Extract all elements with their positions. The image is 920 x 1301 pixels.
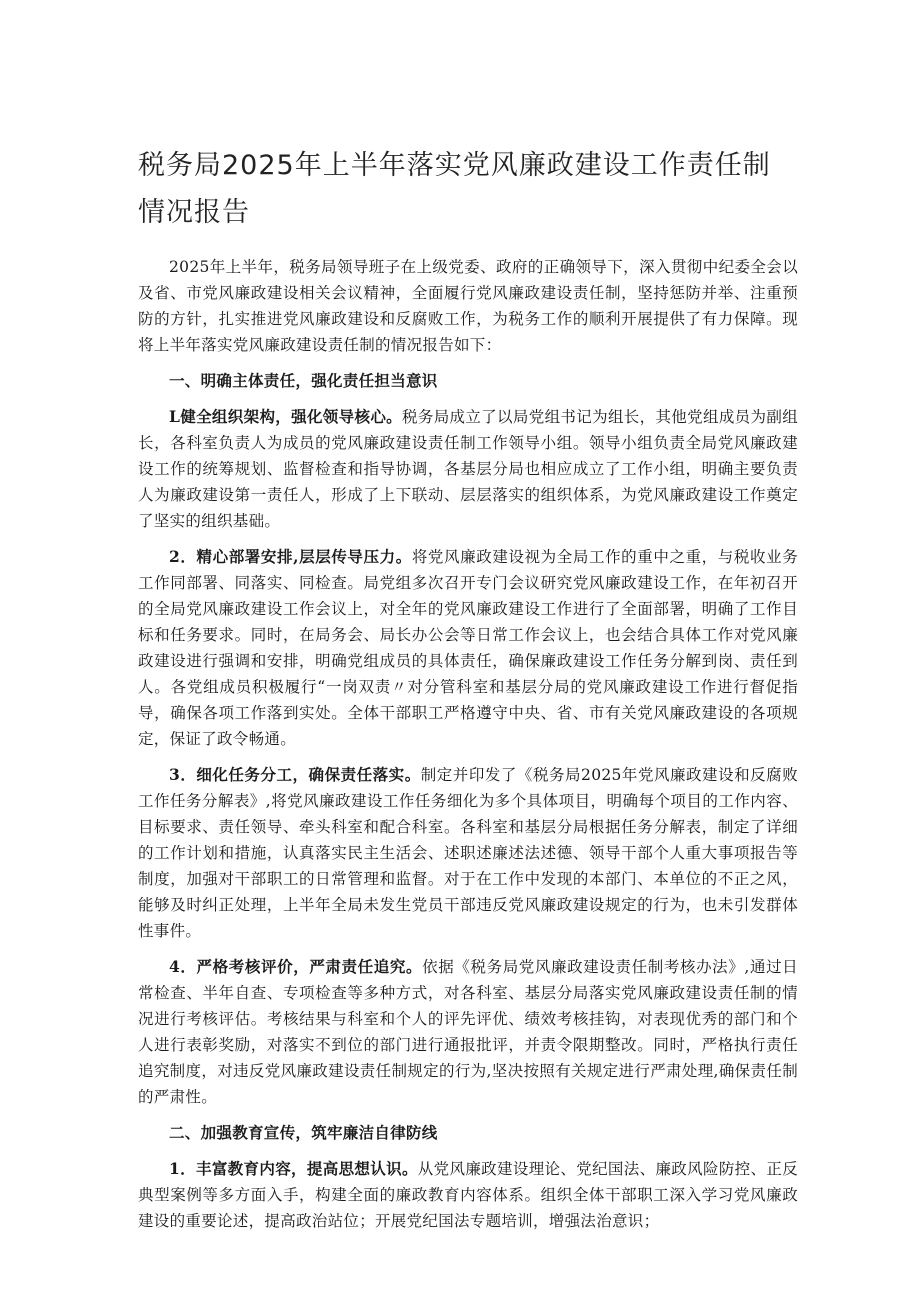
section-2-item-1 [138,1156,798,1234]
title-line-2: 情况报告 [138,197,250,228]
item-text: 税务局成立了以局党组书记为组长，其他党组成员为副组长，各科室负责人为成员的党风廉政建设责任制工作领导小组。领导小组负责全局党风廉政建设工作的统筹规划、监督检查和指导协调，各基层分局也相应成立了工作小组，明确主要负责人为廉政建设第一责任人，形成了上下联动、层层落实的组织体系，为党风廉政建设工作奠定了坚实的组织基础。 [138,408,798,530]
section-2-heading: 二、加强教育宣传，筑牢廉洁自律防线 [169,1123,438,1142]
document-page [138,142,798,1234]
item-lead: 1．丰富教育内容，提高思想认识。 [169,1159,418,1178]
item-lead: 3．细化任务分工，确保责任落实。 [169,765,421,784]
intro-paragraph: 2025年上半年，税务局领导班子在上级党委、政府的正确领导下，深入贯彻中纪委全会以及省、市党风廉政建设相关会议精神，全面履行党风廉政建设责任制，坚持惩防并举、注重预防的方针，扎实推进党风廉政建设和反腐败工作，为税务工作的顺利开展提供了有力保障。现将上半年落实党风廉政建设责任制的情况报告如下： [138,258,798,354]
item-text: 从党风廉政建设理论、党纪国法、廉政风险防控、正反典型案例等多方面入手，构建全面的廉政教育内容体系。组织全体干部职工深入学习党风廉政建设的重要论述，提高政治站位；开展党纪国法专题培训，增强法治意识； [138,1160,799,1230]
section-1-heading: 一、明确主体责任，强化责任担当意识 [169,371,438,390]
section-1-item-2 [138,544,798,752]
document-title [138,142,798,236]
item-lead: 2．精心部署安排,层层传导压力。 [169,547,412,566]
item-lead: 4．严格考核评价，严肃责任追究。 [169,957,423,976]
item-text: 依据《税务局党风廉政建设责任制考核办法》,通过日常检查、半年自查、专项检查等多种方式，对各科室、基层分局落实党风廉政建设责任制的情况进行考核评估。考核结果与科室和个人的评先评优、绩效考核挂钩，对表现优秀的部门和个人进行表彰奖励，对落实不到位的部门进行通报批评，并责令限期整改。同时，严格执行责任追究制度，对违反党风廉政建设责任制规定的行为,坚决按照有关规定进行严肃处理,确保责任制的严肃性。 [138,958,798,1106]
section-1-item-4 [138,954,798,1110]
section-1-item-1 [138,404,798,534]
section-1-item-3 [138,762,798,944]
item-text: 将党风廉政建设视为全局工作的重中之重，与税收业务工作同部署、同落实、同检查。局党组多次召开专门会议研究党风廉政建设工作，在年初召开的全局党风廉政建设工作会议上，对全年的党风廉政建设工作进行了全面部署，明确了工作目标和任务要求。同时，在局务会、局长办公会等日常工作会议上，也会结合具体工作对党风廉政建设进行强调和安排，明确党组成员的具体责任，确保廉政建设工作任务分解到岗、责任到人。各党组成员积极履行“一岗双责〃对分管科室和基层分局的党风廉政建设工作进行督促指导，确保各项工作落到实处。全体干部职工严格遵守中央、省、市有关党风廉政建设的各项规定，保证了政令畅通。 [138,548,798,748]
item-lead: L健全组织架构，强化领导核心。 [169,407,403,426]
title-line-1: 税务局2025年上半年落实党风廉政建设工作责任制 [138,150,771,181]
item-text: 制定并印发了《税务局2025年党风廉政建设和反腐败工作任务分解表》,将党风廉政建设工作任务细化为多个具体项目，明确每个项目的工作内容、目标要求、责任领导、牵头科室和配合科室。各科室和基层分局根据任务分解表，制定了详细的工作计划和措施，认真落实民主生活会、述职述廉述法述德、领导干部个人重大事项报告等制度，加强对干部职工的日常管理和监督。对于在工作中发现的本部门、本单位的不正之风，能够及时纠正处理，上半年全局未发生党员干部违反党风廉政建设规定的行为，也未引发群体性事件。 [138,766,798,940]
